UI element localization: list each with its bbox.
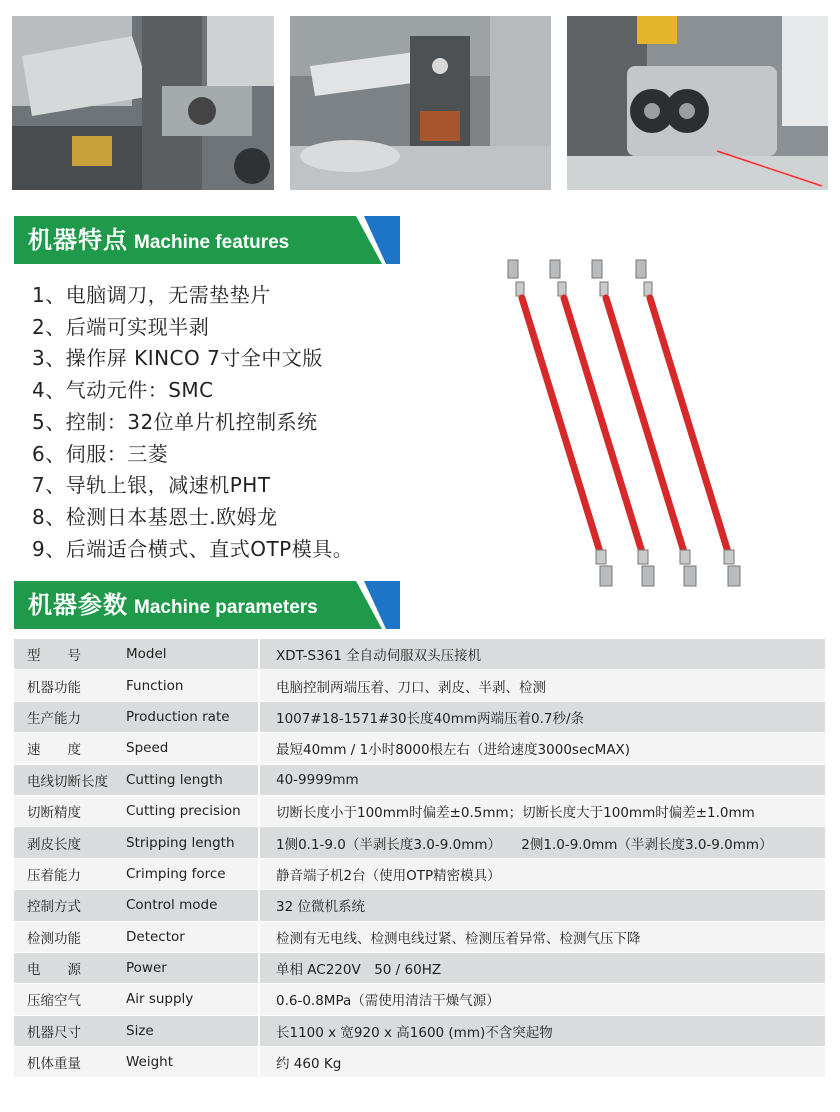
param-label-zh: 控制方式 — [14, 890, 112, 921]
feature-item: 6、伺服：三菱 — [32, 441, 169, 466]
feature-item: 4、气动元件：SMC — [32, 378, 214, 403]
param-label-en: Air supply — [112, 984, 259, 1015]
param-value: XDT-S361 全自动伺服双头压接机 — [259, 639, 825, 670]
param-label-zh: 剥皮长度 — [14, 827, 112, 858]
table-row — [14, 952, 825, 983]
param-value: 切断长度小于100mm时偏差±0.5mm；切断长度大于100mm时偏差±1.0mm — [259, 795, 825, 826]
param-label-en: Model — [112, 639, 259, 670]
feature-item: 3、操作屏 KINCO 7寸全中文版 — [32, 346, 323, 371]
param-value: 电脑控制两端压着、刀口、剥皮、半剥、检测 — [259, 670, 825, 701]
param-label-en: Size — [112, 1015, 259, 1046]
machine-photo-crimp-unit — [290, 16, 551, 190]
param-label-zh: 压着能力 — [14, 858, 112, 889]
table-row — [14, 733, 825, 764]
wire-1 — [508, 260, 612, 586]
table-row — [14, 670, 825, 701]
features-title-en: Machine features — [134, 232, 290, 253]
param-value: 32 位微机系统 — [259, 890, 825, 921]
param-value: 约 460 Kg — [259, 1047, 825, 1078]
crimped-wires-illustration — [490, 252, 770, 597]
param-value: 40-9999mm — [259, 764, 825, 795]
params-title-en: Machine parameters — [134, 597, 318, 618]
feature-item: 1、电脑调刀，无需垫垫片 — [32, 283, 271, 307]
param-label-en: Cutting length — [112, 764, 259, 795]
params-title-zh: 机器参数 — [28, 591, 128, 619]
feature-item: 7、导轨上银，减速机PHT — [32, 473, 271, 498]
param-value: 1007#18-1571#30长度40mm两端压着0.7秒/条 — [259, 701, 825, 732]
param-value: 长1100 x 宽920 x 高1600 (mm)不含突起物 — [259, 1015, 825, 1046]
param-label-en: Crimping force — [112, 858, 259, 889]
param-label-zh: 压缩空气 — [14, 984, 112, 1015]
param-value: 单相 AC220V 50 / 60HZ — [259, 952, 825, 983]
param-label-en: Weight — [112, 1047, 259, 1078]
table-row — [14, 984, 825, 1015]
feature-item: 5、控制：32位单片机控制系统 — [32, 409, 318, 434]
param-label-zh: 型 号 — [14, 639, 112, 670]
feature-item: 8、检测日本基恩士.欧姆龙 — [32, 504, 278, 529]
machine-photo-feed-unit — [567, 16, 828, 190]
table-row — [14, 639, 825, 670]
param-label-zh: 机器尺寸 — [14, 1015, 112, 1046]
param-label-zh: 电 源 — [14, 952, 112, 983]
param-label-en: Detector — [112, 921, 259, 952]
param-value: 1侧0.1-9.0（半剥长度3.0-9.0mm） 2侧1.0-9.0mm（半剥长度3.0-9.0mm） — [259, 827, 825, 858]
param-label-en: Cutting precision — [112, 795, 259, 826]
table-row — [14, 795, 825, 826]
params-table — [14, 638, 825, 1078]
wire-4 — [636, 260, 740, 586]
features-list — [32, 280, 353, 565]
table-row — [14, 827, 825, 858]
param-label-zh: 速 度 — [14, 733, 112, 764]
param-label-en: Production rate — [112, 701, 259, 732]
wire-3 — [592, 260, 696, 586]
param-value: 最短40mm / 1小时8000根左右（进给速度3000secMAX) — [259, 733, 825, 764]
params-title — [28, 589, 318, 624]
features-title-zh: 机器特点 — [28, 226, 128, 254]
params-section-header — [14, 581, 400, 629]
param-label-zh: 机器功能 — [14, 670, 112, 701]
table-row — [14, 858, 825, 889]
param-value: 0.6-0.8MPa（需使用清洁干燥气源） — [259, 984, 825, 1015]
table-row — [14, 701, 825, 732]
table-row — [14, 764, 825, 795]
table-row — [14, 1015, 825, 1046]
param-value: 静音端子机2台（使用OTP精密模具） — [259, 858, 825, 889]
param-label-en: Stripping length — [112, 827, 259, 858]
param-label-en: Power — [112, 952, 259, 983]
param-label-en: Speed — [112, 733, 259, 764]
table-row — [14, 921, 825, 952]
features-title — [28, 224, 289, 259]
param-label-zh: 机体重量 — [14, 1047, 112, 1078]
param-label-zh: 检测功能 — [14, 921, 112, 952]
table-row — [14, 890, 825, 921]
table-row — [14, 1047, 825, 1078]
param-label-zh: 电线切断长度 — [14, 764, 112, 795]
feature-item: 2、后端可实现半剥 — [32, 314, 210, 339]
param-label-zh: 切断精度 — [14, 795, 112, 826]
param-label-en: Function — [112, 670, 259, 701]
machine-photo-blade-unit — [12, 16, 274, 190]
features-section-header — [14, 216, 400, 264]
param-label-zh: 生产能力 — [14, 701, 112, 732]
feature-item: 9、后端适合横式、直式OTP模具。 — [32, 536, 354, 561]
wire-2 — [550, 260, 654, 586]
param-label-en: Control mode — [112, 890, 259, 921]
param-value: 检测有无电线、检测电线过紧、检测压着异常、检测气压下降 — [259, 921, 825, 952]
